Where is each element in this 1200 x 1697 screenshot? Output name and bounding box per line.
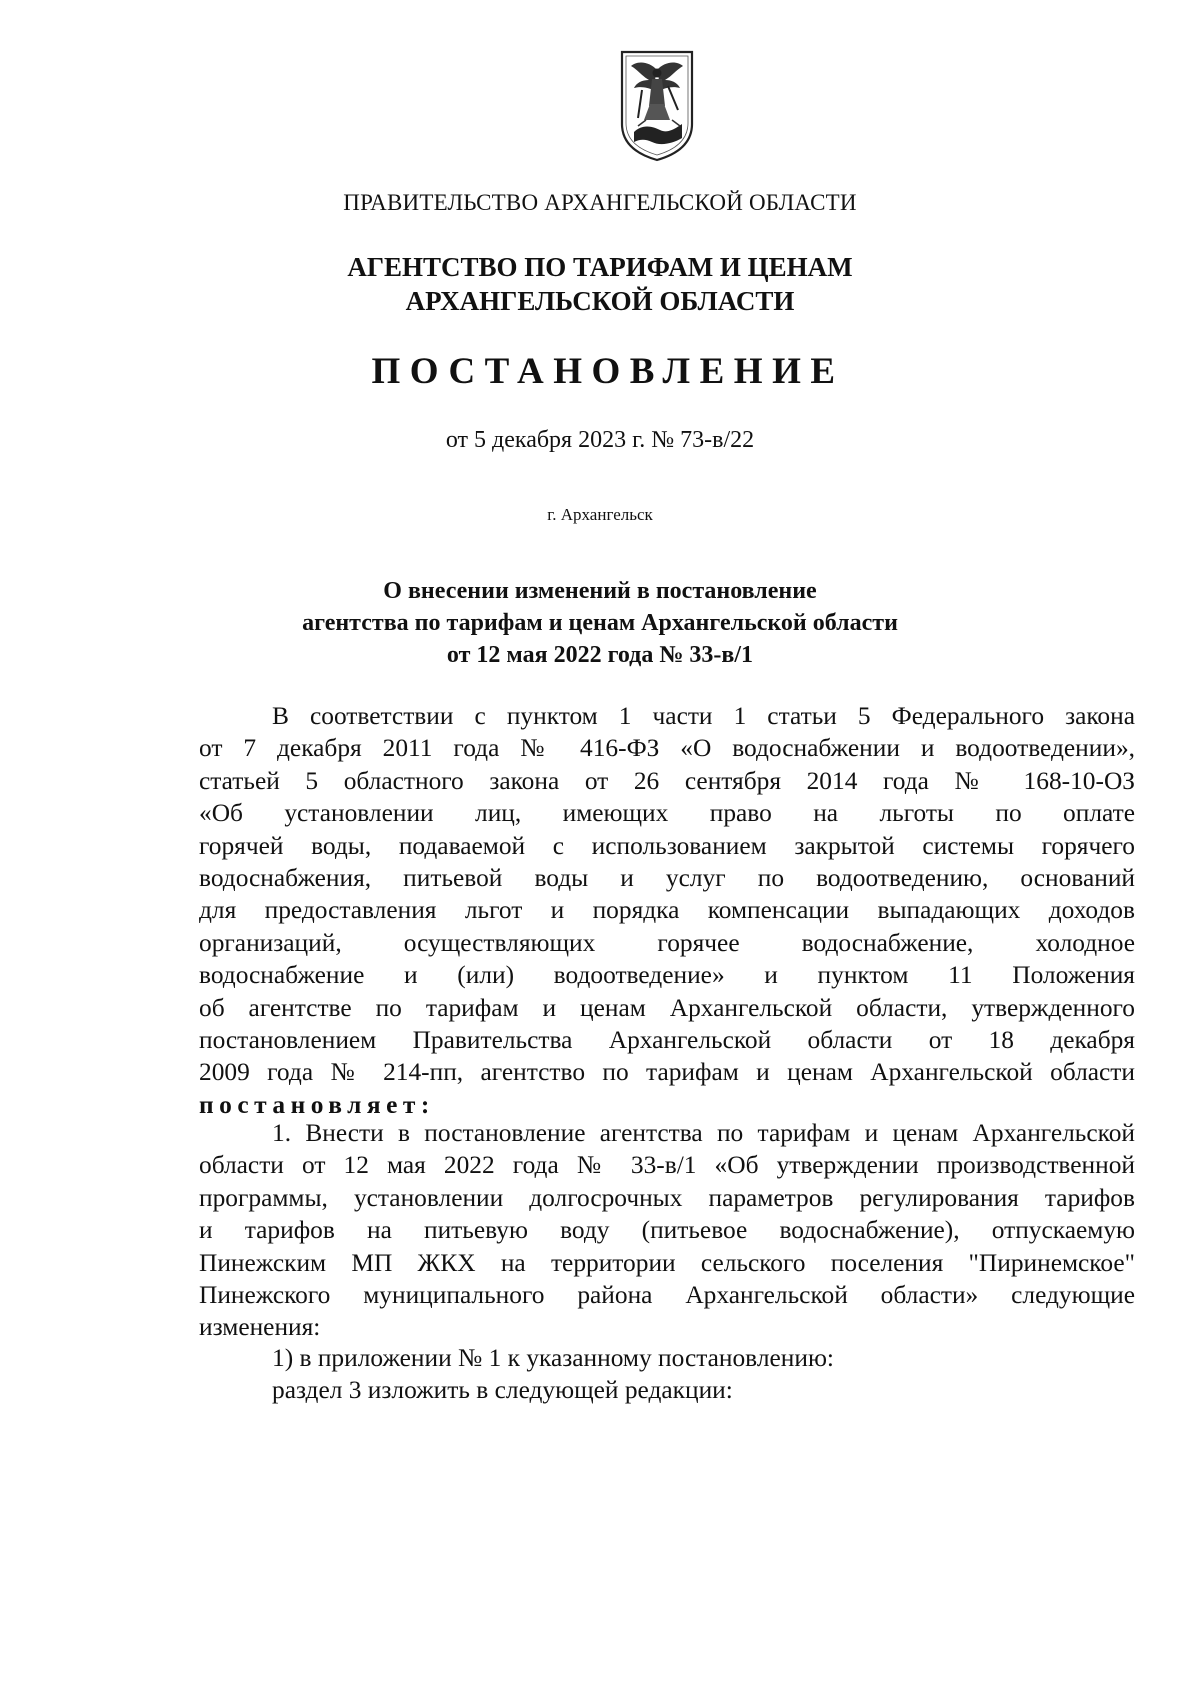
- resolves-keyword: постановляет:: [199, 1090, 435, 1119]
- text-line: области от 12 мая 2022 года № 33-в/1 «Об утверждении производственной: [199, 1151, 1135, 1180]
- text-line: для предоставления льгот и порядка компенсации выпадающих доходов: [199, 896, 1135, 925]
- text-line: 1. Внести в постановление агентства по тарифам и ценам Архангельской: [272, 1119, 1135, 1147]
- text-line: Пинежского муниципального района Архангельской области» следующие: [199, 1281, 1135, 1310]
- preamble-paragraph: [199, 700, 1135, 1121]
- text-line: об агентстве по тарифам и ценам Архангельской области, утвержденного: [199, 993, 1135, 1022]
- text-line: программы, установлении долгосрочных параметров регулирования тарифов: [199, 1183, 1135, 1212]
- text-line: В соответствии с пунктом 1 части 1 статьи 5 Федерального закона: [272, 702, 1135, 730]
- coat-of-arms-icon: [616, 46, 698, 164]
- text-line: изменения:: [199, 1313, 321, 1342]
- document-type: ПОСТАНОВЛЕНИЕ: [371, 351, 845, 392]
- document-city: г. Архангельск: [547, 505, 653, 524]
- text-line: организаций, осуществляющих горячее водоснабжение, холодное: [199, 928, 1135, 957]
- text-line: 1) в приложении № 1 к указанному постановлению:: [272, 1344, 834, 1372]
- text-line: и тарифов на питьевую воду (питьевое водоснабжение), отпускаемую: [199, 1216, 1135, 1245]
- text-line: водоснабжения, питьевой воды и услуг по водоотведению, оснований: [199, 864, 1135, 893]
- text-line: статьей 5 областного закона от 26 сентября 2014 года № 168-10-ОЗ: [199, 766, 1135, 795]
- text-line: горячей воды, подаваемой с использованием закрытой системы горячего: [199, 831, 1135, 860]
- text-line: постановлением Правительства Архангельской области от 18 декабря: [199, 1026, 1135, 1055]
- document-subject: [0, 575, 1200, 671]
- text-line: водоснабжение и (или) водоотведение» и пунктом 11 Положения: [199, 961, 1135, 990]
- text-line: раздел 3 изложить в следующей редакции:: [272, 1376, 733, 1405]
- subject-line: О внесении изменений в постановление: [383, 578, 817, 604]
- government-name: ПРАВИТЕЛЬСТВО АРХАНГЕЛЬСКОЙ ОБЛАСТИ: [343, 190, 857, 215]
- document-date-number: от 5 декабря 2023 г. № 73-в/22: [445, 427, 755, 453]
- agency-name-line: АРХАНГЕЛЬСКОЙ ОБЛАСТИ: [405, 286, 795, 316]
- subject-line: от 12 мая 2022 года № 33-в/1: [446, 642, 754, 668]
- text-line: «Об установлении лиц, имеющих право на льготы по оплате: [199, 799, 1135, 828]
- text-line: от 7 декабря 2011 года № 416-ФЗ «О водоснабжении и водоотведении»,: [199, 734, 1135, 763]
- agency-name-line: АГЕНТСТВО ПО ТАРИФАМ И ЦЕНАМ: [347, 252, 853, 282]
- subject-line: агентства по тарифам и ценам Архангельской области: [302, 610, 898, 636]
- item-1-paragraph: [199, 1117, 1135, 1344]
- text-line: Пинежским МП ЖКХ на территории сельского поселения "Пиринемское": [199, 1248, 1135, 1277]
- agency-name: [0, 250, 1200, 318]
- subitem-1-paragraph: [199, 1342, 1135, 1407]
- text-line: 2009 года № 214-пп, агентство по тарифам и ценам Архангельской области: [199, 1058, 1135, 1087]
